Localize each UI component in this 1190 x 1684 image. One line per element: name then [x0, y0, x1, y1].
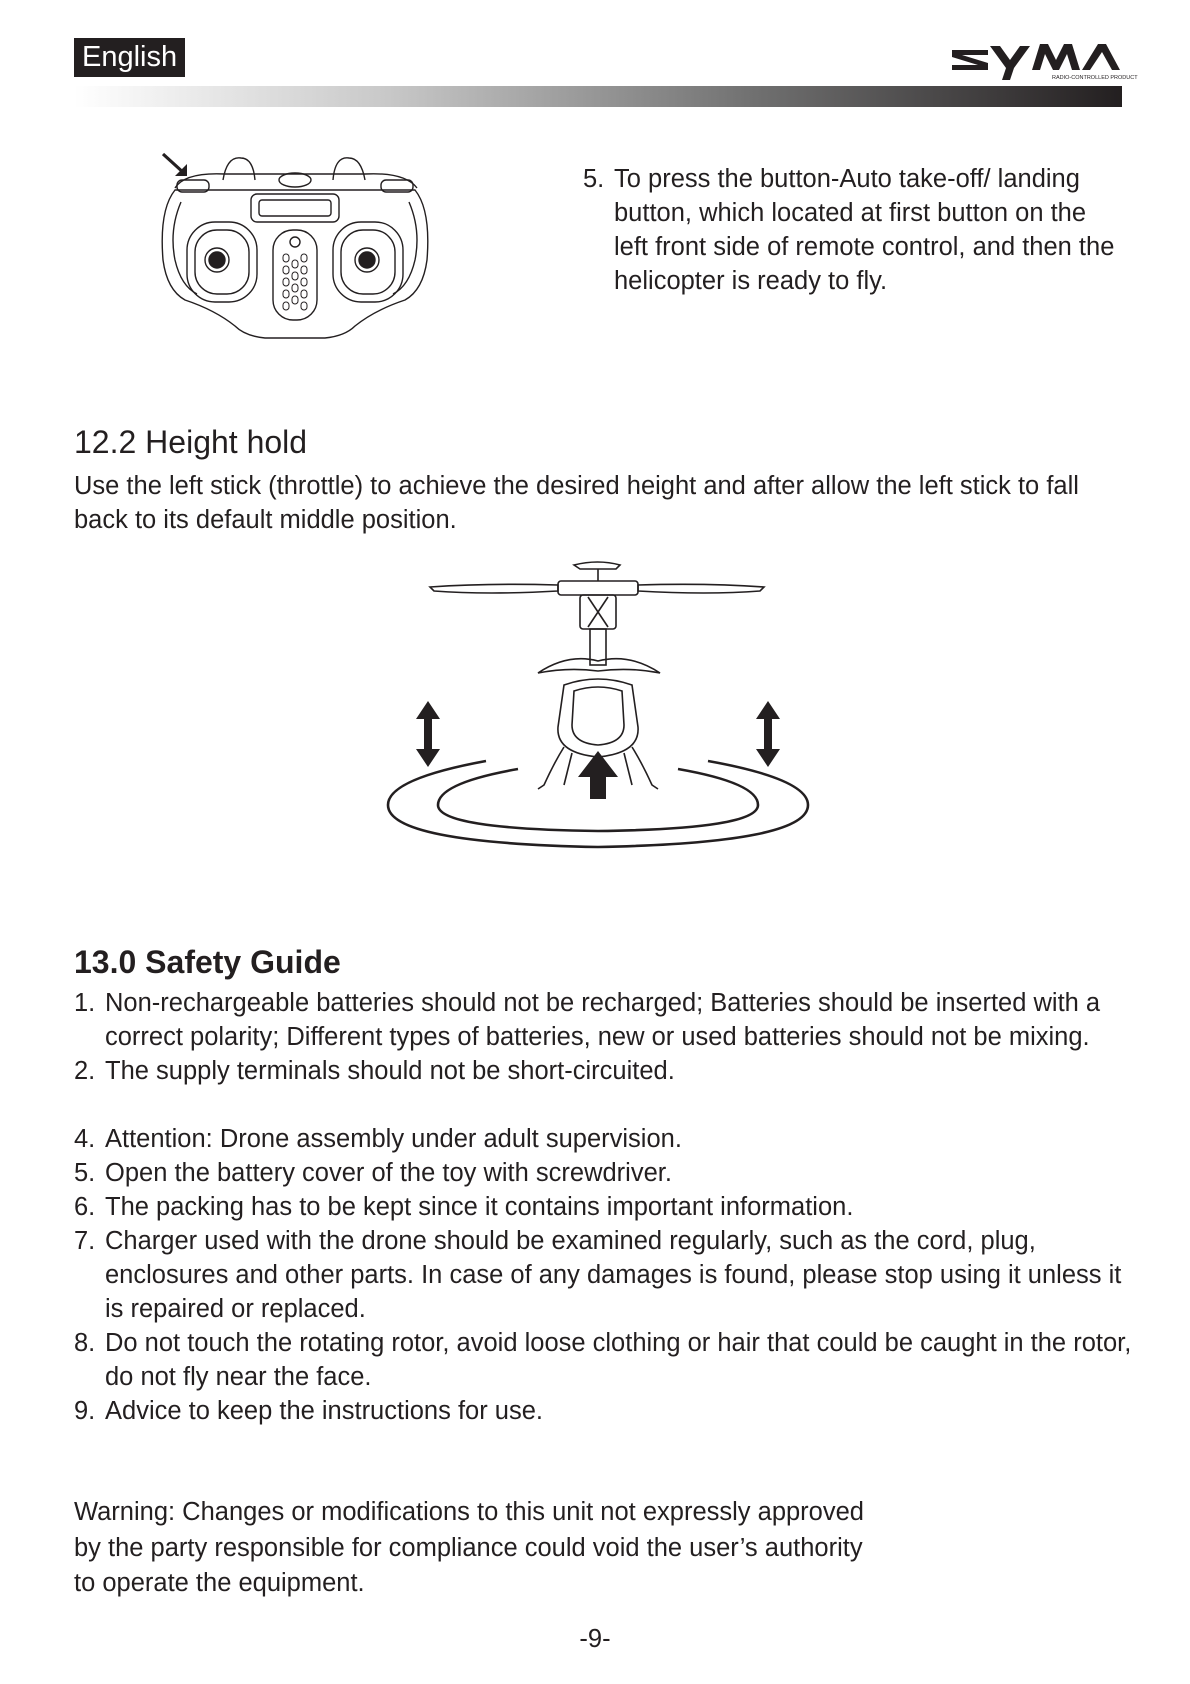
safety-item: [74, 1326, 1134, 1394]
step-number: 5.: [583, 165, 605, 193]
safety-item-text: The supply terminals should not be short-circuited.: [105, 1057, 675, 1085]
safety-item-text: Attention: Drone assembly under adult supervision.: [105, 1125, 682, 1153]
safety-item: [74, 1394, 1134, 1428]
safety-item-text: The packing has to be kept since it contains important information.: [105, 1193, 854, 1221]
safety-list: [74, 986, 1134, 1428]
step-text: To press the button-Auto take-off/ landing button, which located at first button on the left front side of remote control, and then the helicopter is ready to fly.: [614, 165, 1115, 295]
safety-item: [74, 1190, 1134, 1224]
syma-logo: [948, 38, 1138, 82]
safety-item: [74, 1054, 1134, 1088]
safety-item-number: 9.: [74, 1397, 96, 1425]
safety-item: [74, 1224, 1134, 1326]
step-5-instruction: [583, 162, 1123, 298]
height-hold-heading: 12.2 Height hold: [74, 424, 308, 460]
safety-item-text: Do not touch the rotating rotor, avoid loose clothing or hair that could be caught in the rotor, do not fly near the face.: [105, 1329, 1132, 1391]
safety-item-text: Charger used with the drone should be examined regularly, such as the cord, plug, enclosures and other parts. In case of any damages is found, please stop using it unless it is repaired or replaced.: [105, 1227, 1122, 1323]
safety-item-number: 8.: [74, 1329, 96, 1357]
safety-item-text: Advice to keep the instructions for use.: [105, 1397, 543, 1425]
safety-item-text: Non-rechargeable batteries should not be recharged; Batteries should be inserted with a correct polarity; Different types of batteries, new or used batteries should not be mixing.: [105, 989, 1101, 1051]
helicopter-hover-illustration: [368, 557, 828, 859]
safety-item-number: 4.: [74, 1125, 96, 1153]
header-gradient-bar: [74, 86, 1122, 107]
height-hold-body: Use the left stick (throttle) to achieve the desired height and after allow the left stick to fall back to its default middle position.: [74, 472, 1079, 534]
safety-item-number: 6.: [74, 1193, 96, 1221]
language-label: English: [74, 38, 185, 77]
warning-line-1: Warning: Changes or modifications to this unit not expressly approved: [74, 1498, 864, 1526]
warning-line-2: by the party responsible for compliance could void the user’s authority: [74, 1533, 863, 1562]
fcc-warning: [74, 1495, 974, 1602]
safety-item-number: 7.: [74, 1227, 96, 1255]
warning-line-3: to operate the equipment.: [74, 1569, 365, 1597]
svg-text:RADIO-CONTROLLED PRODUCT: RADIO-CONTROLLED PRODUCT: [1052, 75, 1138, 81]
safety-guide-heading: 13.0 Safety Guide: [74, 944, 341, 980]
safety-item-number: 1.: [74, 989, 96, 1017]
safety-item-number: 5.: [74, 1159, 96, 1187]
safety-item: [74, 986, 1134, 1054]
page-number: -9-: [579, 1625, 611, 1653]
safety-item: [74, 1156, 1134, 1190]
safety-item: [74, 1122, 1134, 1156]
list-gap: [74, 1088, 1134, 1122]
safety-item-text: Open the battery cover of the toy with screwdriver.: [105, 1159, 672, 1187]
safety-item-number: 2.: [74, 1057, 96, 1085]
remote-controller-illustration: [155, 150, 435, 355]
